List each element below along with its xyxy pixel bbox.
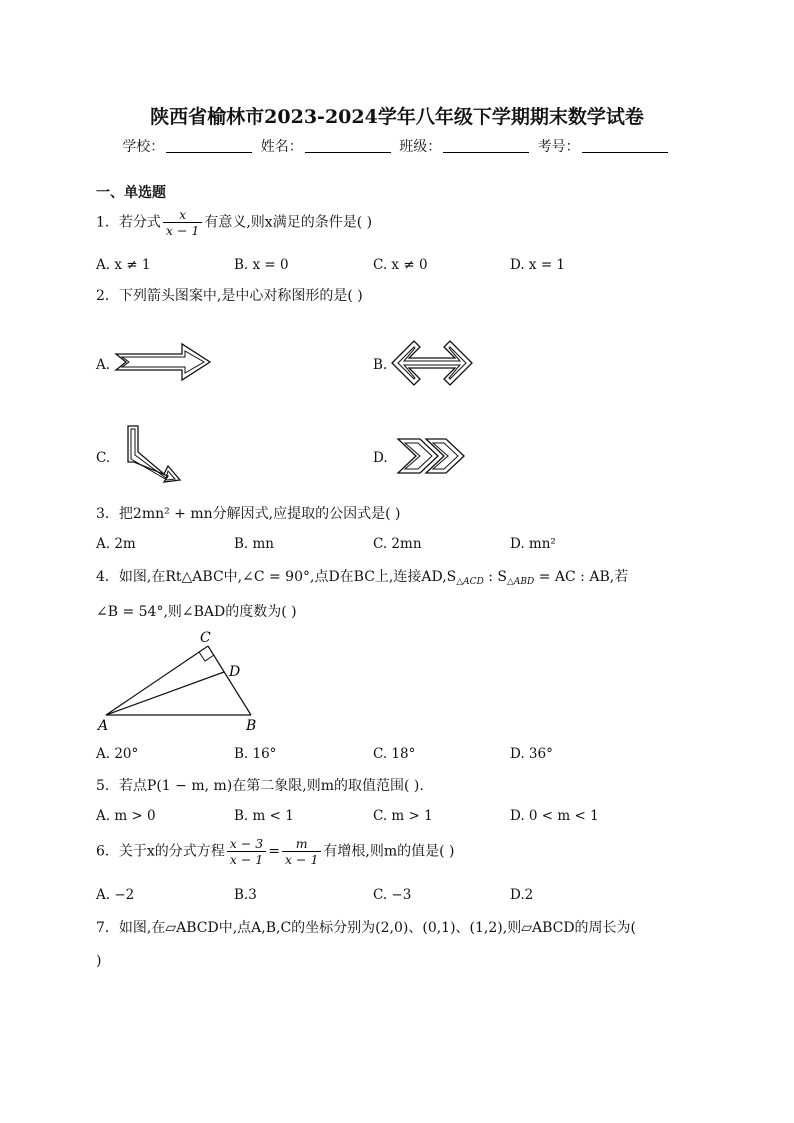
q2-option-a-label[interactable]: A. (96, 357, 111, 373)
page-title: 陕西省榆林市2023-2024学年八年级下学期期末数学试卷 (150, 106, 644, 128)
q1-option-c[interactable]: C. x ≠ 0 (373, 257, 428, 273)
question-3: 3．把2mn² + mn分解因式,应提取的公因式是( ) (96, 506, 401, 522)
q6-prefix: 6．关于x的分式方程 (96, 843, 225, 860)
q4-option-a[interactable]: A. 20° (96, 746, 139, 762)
number-blank[interactable] (582, 138, 668, 153)
q1-fraction (163, 207, 202, 238)
question-2: 2．下列箭头图案中,是中心对称图形的是( ) (96, 288, 363, 304)
q1-option-b[interactable]: B. x = 0 (234, 257, 289, 273)
number-label: 考号： (537, 139, 580, 155)
q6-right-denominator: x − 1 (284, 852, 319, 867)
q1-option-d[interactable]: D. x = 1 (510, 257, 566, 273)
label-a: A (98, 718, 109, 734)
q3-option-a[interactable]: A. 2m (96, 536, 136, 552)
q1-frac-denominator: x − 1 (165, 223, 200, 238)
question-6 (96, 836, 455, 867)
q4-line1-c: = AC : AB,若 (534, 569, 629, 585)
school-label: 学校： (122, 139, 165, 155)
segment-ad (106, 672, 224, 715)
q1-suffix: 有意义,则x满足的条件是( ) (204, 214, 373, 231)
segment-cb (208, 646, 251, 715)
q6-left-denominator: x − 1 (229, 852, 264, 867)
question-4-line-2: ∠B = 54°,则∠BAD的度数为( ) (96, 604, 297, 620)
q4-subscript-acd: △ACD (456, 577, 484, 587)
q2-figure-c-bent-arrow (124, 424, 184, 486)
class-blank[interactable] (443, 138, 529, 153)
student-info-line (0, 136, 794, 156)
q4-option-c[interactable]: C. 18° (373, 746, 416, 762)
q4-triangle-figure (96, 626, 266, 738)
section-heading: 一、单选题 (96, 185, 166, 201)
q4-line1-b: : S (483, 569, 508, 585)
q6-fraction-left (227, 836, 266, 867)
name-label: 姓名： (260, 139, 303, 155)
q2-option-d-label[interactable]: D. (373, 450, 388, 466)
question-1 (96, 207, 372, 238)
q5-option-c[interactable]: C. m > 1 (373, 808, 433, 824)
q6-option-a[interactable]: A. −2 (96, 887, 135, 903)
q2-option-c-label[interactable]: C. (96, 450, 111, 466)
question-7-line-2: ) (96, 953, 102, 969)
q6-left-numerator: x − 3 (227, 836, 266, 852)
q6-suffix: 有增根,则m的值是( ) (323, 843, 455, 860)
q6-option-b[interactable]: B.3 (234, 887, 257, 903)
q2-figure-b-double-arrow (390, 339, 474, 387)
question-5: 5．若点P(1 − m, m)在第二象限,则m的取值范围( ). (96, 778, 424, 794)
question-4-line-1 (96, 566, 628, 587)
q5-option-d[interactable]: D. 0 < m < 1 (510, 808, 599, 824)
q5-option-a[interactable]: A. m > 0 (96, 808, 156, 824)
q2-figure-a-arrow (112, 340, 214, 386)
q2-option-b-label[interactable]: B. (373, 357, 388, 373)
q1-frac-numerator: x (163, 207, 202, 223)
q6-equals: = (268, 843, 280, 860)
q6-option-c[interactable]: C. −3 (373, 887, 412, 903)
q3-option-d[interactable]: D. mn² (510, 536, 556, 552)
q1-option-a[interactable]: A. x ≠ 1 (96, 257, 151, 273)
q1-prefix: 1．若分式 (96, 214, 161, 231)
class-label: 班级： (399, 139, 442, 155)
q5-option-b[interactable]: B. m < 1 (234, 808, 294, 824)
question-7-line-1: 7．如图,在▱ABCD中,点A,B,C的坐标分别为(2,0)、(0,1)、(1,2),则▱ABCD的周长为( (96, 920, 637, 936)
right-angle-mark (199, 652, 214, 661)
q3-option-c[interactable]: C. 2mn (373, 536, 422, 552)
q3-option-b[interactable]: B. mn (234, 536, 274, 552)
q6-fraction-right (282, 836, 321, 867)
q6-option-d[interactable]: D.2 (510, 887, 534, 903)
q4-option-b[interactable]: B. 16° (234, 746, 277, 762)
label-b: B (246, 718, 257, 734)
label-c: C (200, 630, 211, 646)
q2-figure-d-chevrons (396, 437, 468, 475)
q6-right-numerator: m (282, 836, 321, 852)
name-blank[interactable] (305, 138, 391, 153)
q4-subscript-abd: △ABD (507, 577, 535, 587)
segment-ac (106, 646, 208, 715)
label-d: D (229, 664, 241, 680)
q4-line1-a: 4．如图,在Rt△ABC中,∠C = 90°,点D在BC上,连接AD,S (96, 569, 457, 585)
q4-option-d[interactable]: D. 36° (510, 746, 553, 762)
school-blank[interactable] (166, 138, 252, 153)
